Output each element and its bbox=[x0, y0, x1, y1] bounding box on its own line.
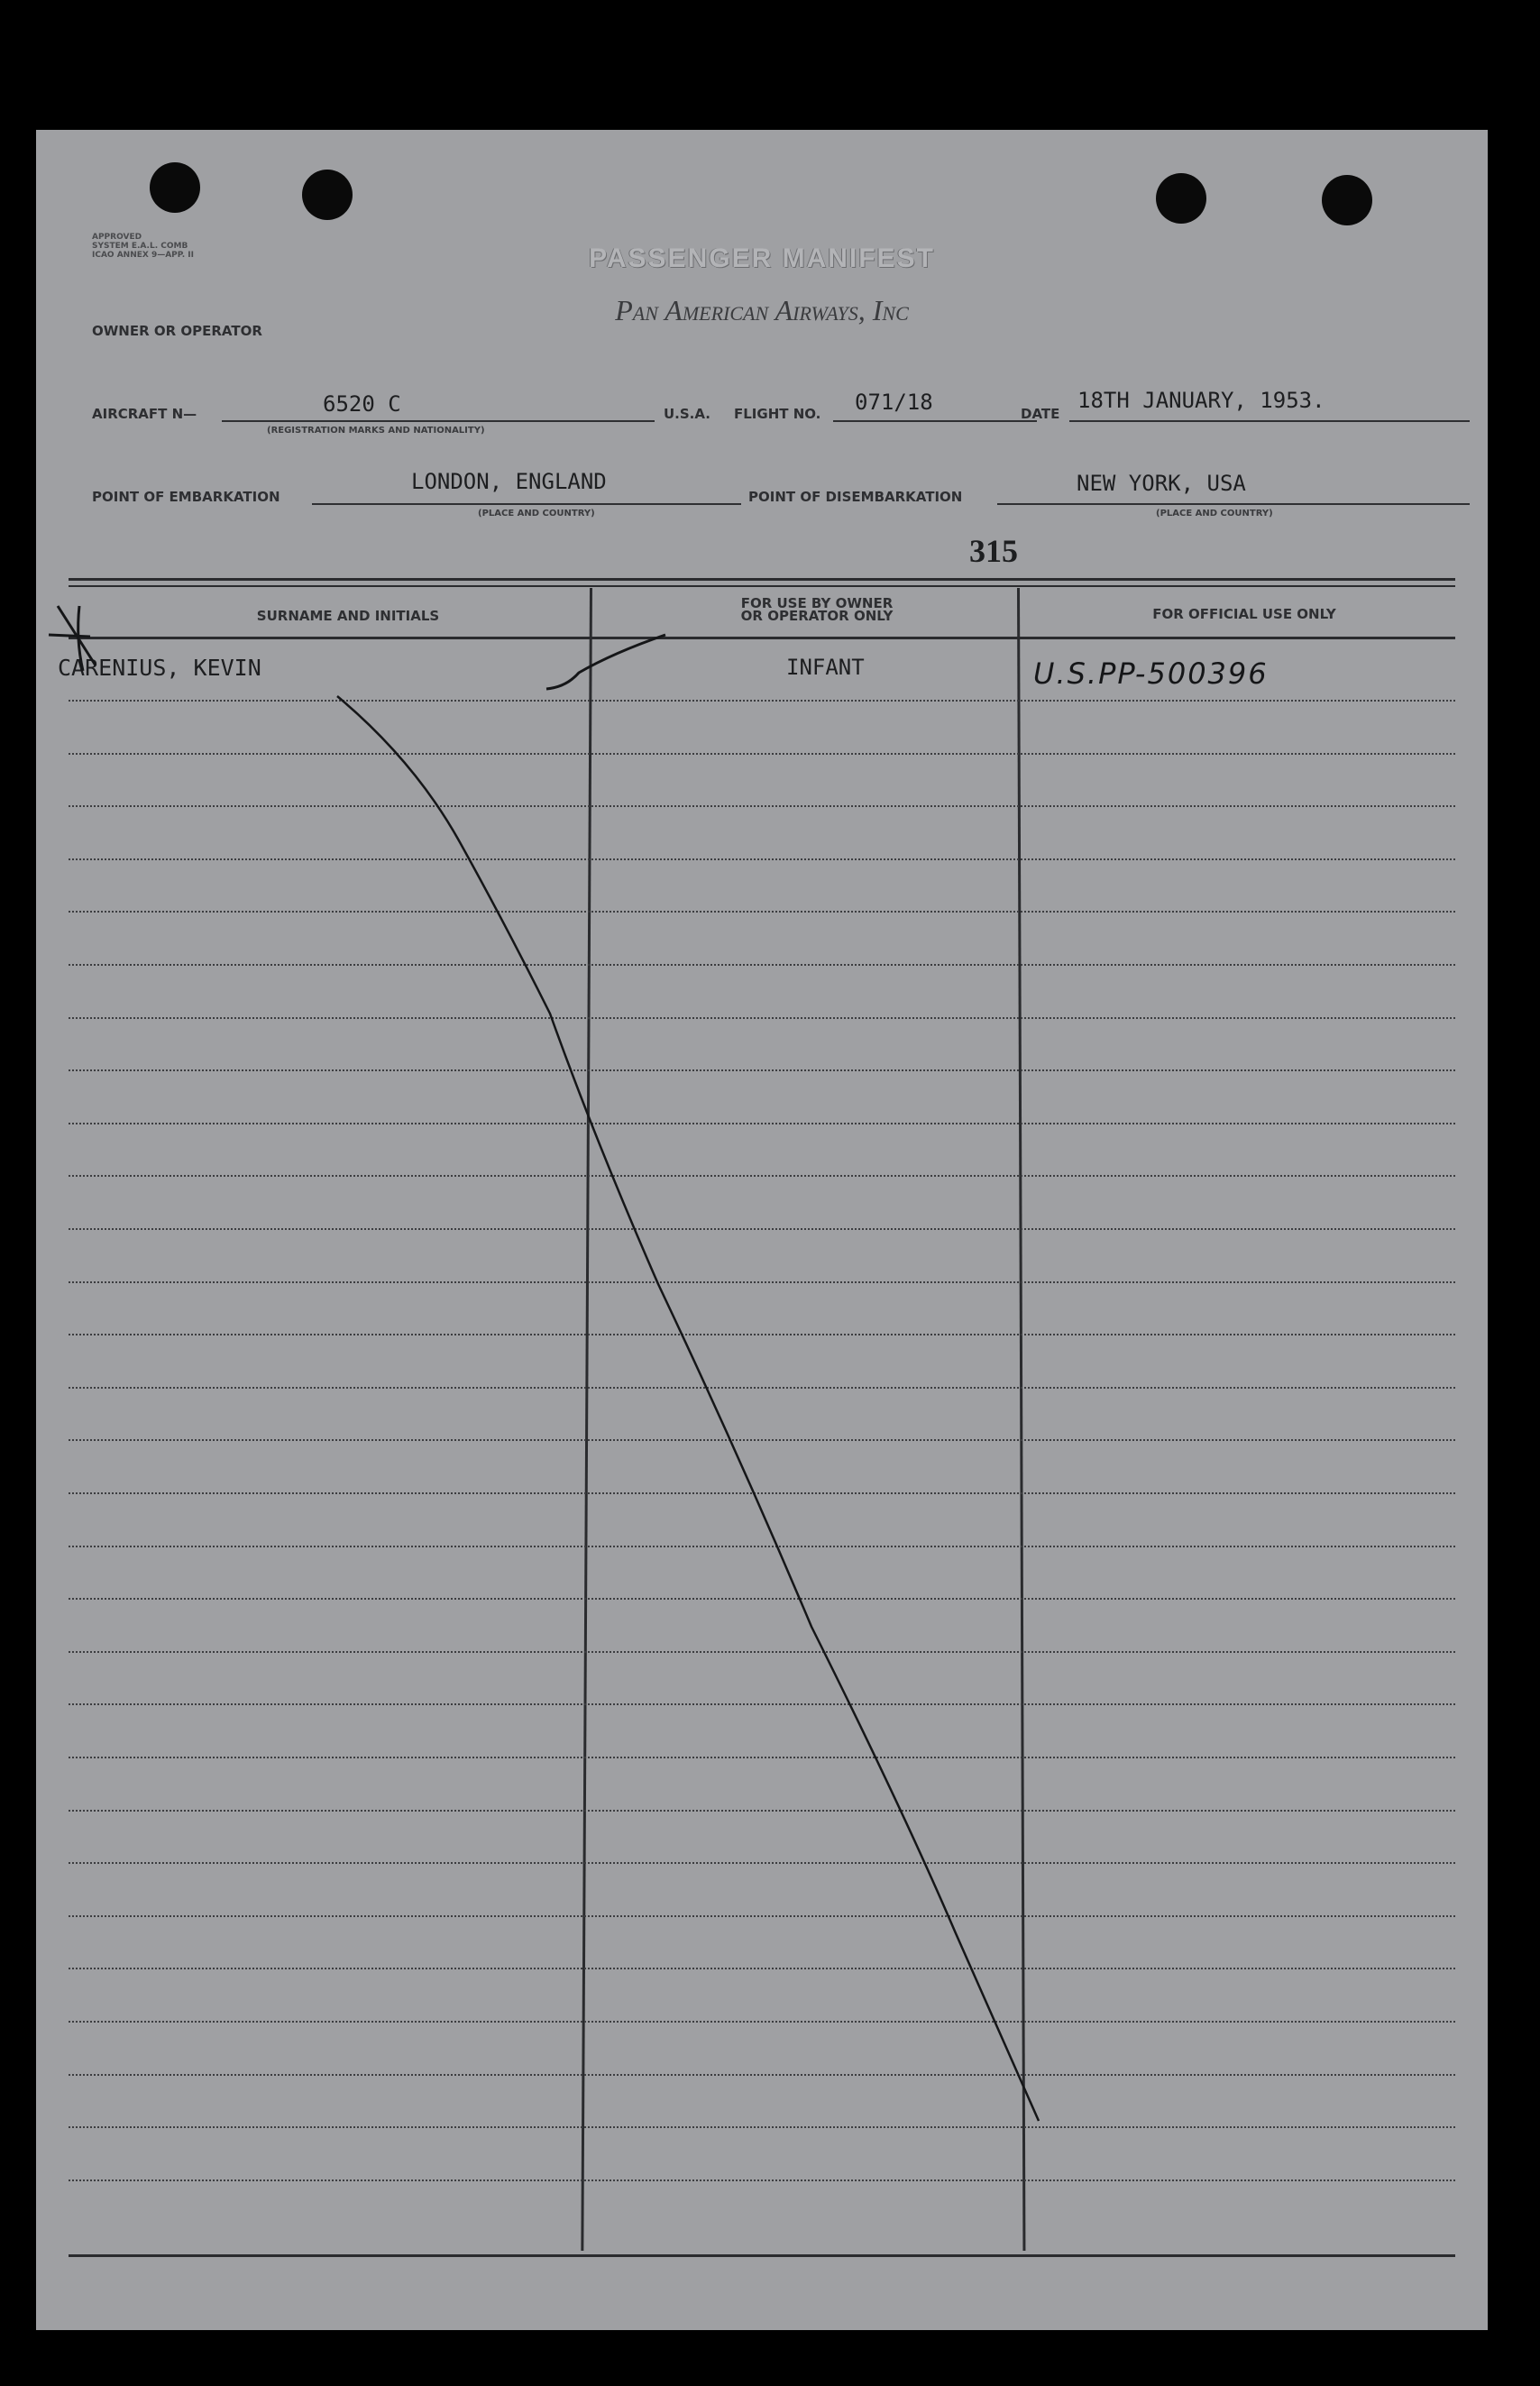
passenger-owner-note: INFANT bbox=[786, 655, 865, 680]
aircraft-label: AIRCRAFT N— bbox=[92, 406, 197, 422]
manifest-sheet bbox=[36, 130, 1488, 2330]
date-value: 18TH JANUARY, 1953. bbox=[1077, 388, 1325, 413]
disembarkation-label: POINT OF DISEMBARKATION bbox=[748, 489, 963, 505]
aircraft-sublabel: (REGISTRATION MARKS AND NATIONALITY) bbox=[267, 426, 485, 436]
form-title: PASSENGER MANIFEST bbox=[589, 243, 935, 273]
page-number: 315 bbox=[969, 533, 1018, 569]
embarkation-value: LONDON, ENGLAND bbox=[411, 469, 607, 494]
approval-stamp: APPROVED SYSTEM E.A.L. COMB ICAO ANNEX 9—APP. II bbox=[92, 233, 194, 260]
cross-mark bbox=[49, 606, 96, 671]
company-name: Pan American Airways, Inc bbox=[615, 294, 909, 326]
passenger-official-note: U.S.PP-500396 bbox=[1033, 656, 1269, 691]
passenger-name: CARENIUS, KEVIN bbox=[58, 655, 261, 681]
column-header-owner-use: FOR USE BY OWNER OR OPERATOR ONLY bbox=[740, 595, 894, 624]
embarkation-label: POINT OF EMBARKATION bbox=[92, 489, 280, 505]
flight-value: 071/18 bbox=[855, 390, 933, 415]
owner-label: OWNER OR OPERATOR bbox=[92, 323, 262, 339]
handwritten-marks bbox=[36, 130, 1488, 2330]
embarkation-sublabel: (PLACE AND COUNTRY) bbox=[478, 509, 595, 518]
aircraft-value: 6520 C bbox=[323, 391, 401, 417]
check-mark bbox=[546, 635, 665, 689]
flight-label: FLIGHT NO. bbox=[734, 406, 821, 422]
column-header-official-use: FOR OFFICIAL USE ONLY bbox=[1152, 606, 1336, 622]
country-label: U.S.A. bbox=[664, 406, 710, 422]
column-header-surname: SURNAME AND INITIALS bbox=[256, 608, 440, 624]
disembarkation-value: NEW YORK, USA bbox=[1077, 471, 1246, 496]
date-label: DATE bbox=[1021, 406, 1060, 422]
disembarkation-sublabel: (PLACE AND COUNTRY) bbox=[1156, 509, 1273, 518]
strike-through-line bbox=[337, 696, 1039, 2121]
